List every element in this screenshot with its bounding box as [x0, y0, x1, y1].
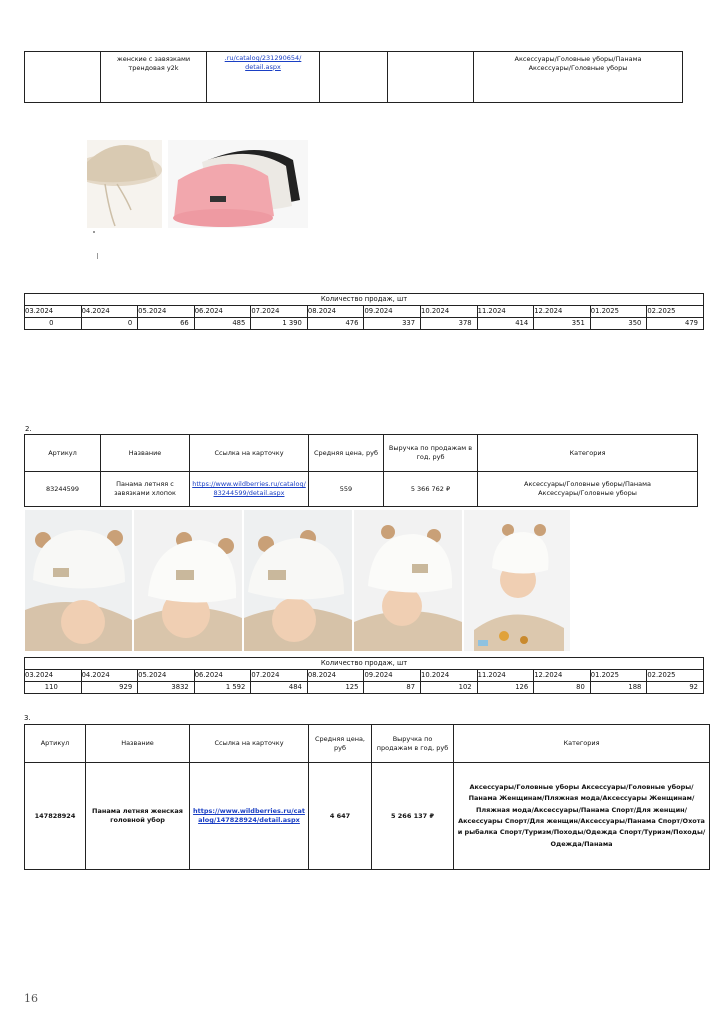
section-number-2: 2. [25, 425, 32, 433]
name-line-2: трендовая y2k [128, 63, 179, 72]
month-label: 04.2024 [81, 670, 138, 682]
sales-table-2 [24, 657, 704, 694]
sales-value: 484 [251, 682, 308, 694]
sales-value: 337 [364, 318, 421, 330]
sales-value: 1 592 [194, 682, 251, 694]
sales-value: 1 390 [251, 318, 308, 330]
product-link-cell [190, 472, 309, 507]
article-cell [25, 52, 101, 103]
header-name: Название [101, 435, 190, 472]
price-value: 4 647 [309, 763, 372, 870]
product-link[interactable]: https://www.wildberries.ru/catalog/83244599/detail.aspx [192, 480, 306, 497]
product-name-cell [101, 52, 207, 103]
month-label: 06.2024 [194, 306, 251, 318]
month-label: 03.2024 [25, 670, 82, 682]
category-line-2: Аксессуары/Головные уборы [538, 489, 637, 497]
sales-title: Количество продаж, шт [25, 294, 704, 306]
page-number: 16 [24, 992, 38, 1005]
month-label: 10.2024 [421, 306, 478, 318]
price-value: 559 [309, 472, 384, 507]
product-photo-pink-hats [168, 140, 308, 228]
month-label: 03.2024 [25, 306, 82, 318]
product-link[interactable]: https://www.wildberries.ru/catalog/147828924/detail.aspx [193, 807, 305, 824]
header-category: Категория [454, 725, 710, 763]
revenue-value: 5 266 137 ₽ [372, 763, 454, 870]
sales-value: 3832 [138, 682, 195, 694]
header-article: Артикул [25, 725, 86, 763]
product-photo-beige-hat [87, 140, 162, 228]
revenue-cell [388, 52, 474, 103]
sales-value: 0 [81, 318, 138, 330]
category-value: Аксессуары/Головные уборы Аксессуары/Головные уборы/Панама Женщинам/Пляжная мода/Аксессуары Женщинам/Пляжная мода/Аксессуары/Панама Спорт/Для женщин/Аксессуары Спорт/Для женщин/Аксессуары/Панама Спорт/Охота и рыбалка Спорт/Туризм/Походы/Одежда Спорт/Туризм/Походы/Одежда/Панама [454, 763, 710, 870]
product-photo-child-5 [464, 510, 570, 651]
month-label: 01.2025 [590, 306, 647, 318]
product-link-line-2[interactable]: detail.aspx [245, 62, 281, 71]
article-value: 147828924 [25, 763, 86, 870]
sales-value: 66 [138, 318, 195, 330]
month-label: 07.2024 [251, 306, 308, 318]
section-number-3: 3. [24, 714, 31, 722]
month-label: 04.2024 [81, 306, 138, 318]
sales-value: 351 [534, 318, 591, 330]
header-revenue: Выручка по продажам в год, руб [372, 725, 454, 763]
sales-value: 414 [477, 318, 534, 330]
header-revenue: Выручка по продажам в год, руб [384, 435, 478, 472]
product-name: Панама летняя с завязками хлопок [101, 472, 190, 507]
category-cell [474, 52, 683, 103]
header-link: Ссылка на карточку [190, 725, 309, 763]
name-line-1: женские с завязками [116, 55, 191, 63]
sales-value: 188 [590, 682, 647, 694]
month-label: 10.2024 [421, 670, 478, 682]
product-link-line-1[interactable]: .ru/catalog/231290654/ [224, 54, 302, 62]
product-photo-child-1 [25, 510, 132, 651]
category-value [478, 472, 698, 507]
product-photo-child-2 [134, 510, 242, 651]
header-link: Ссылка на карточку [190, 435, 309, 472]
sales-value: 80 [534, 682, 591, 694]
sales-value: 102 [421, 682, 478, 694]
month-label: 09.2024 [364, 306, 421, 318]
sales-value: 476 [307, 318, 364, 330]
category-line-1: Аксессуары/Головные уборы/Панама [524, 480, 651, 489]
sales-value: 110 [25, 682, 82, 694]
sales-value: 0 [25, 318, 82, 330]
header-price: Средняя цена, руб [309, 725, 372, 763]
sales-value: 92 [647, 682, 704, 694]
month-label: 06.2024 [194, 670, 251, 682]
image-caption-mark-2 [97, 253, 98, 259]
product-table-1-row [24, 51, 683, 103]
image-caption-mark [93, 231, 95, 233]
article-value: 83244599 [25, 472, 101, 507]
price-cell [320, 52, 388, 103]
product-link-cell [190, 763, 309, 870]
month-label: 09.2024 [364, 670, 421, 682]
link-cell [207, 52, 320, 103]
sales-value: 929 [81, 682, 138, 694]
sales-value: 87 [364, 682, 421, 694]
month-label: 02.2025 [647, 670, 704, 682]
sales-table-1 [24, 293, 704, 330]
product-table-2 [24, 434, 698, 507]
product-name: Панама летняя женская головной убор [86, 763, 190, 870]
month-label: 05.2024 [138, 670, 195, 682]
month-label: 05.2024 [138, 306, 195, 318]
revenue-value: 5 366 762 ₽ [384, 472, 478, 507]
header-price: Средняя цена, руб [309, 435, 384, 472]
sales-value: 350 [590, 318, 647, 330]
header-article: Артикул [25, 435, 101, 472]
month-label: 02.2025 [647, 306, 704, 318]
product-photo-child-3 [244, 510, 352, 651]
sales-value: 125 [307, 682, 364, 694]
sales-title: Количество продаж, шт [25, 658, 704, 670]
month-label: 07.2024 [251, 670, 308, 682]
month-label: 11.2024 [477, 670, 534, 682]
category-line-1: Аксессуары/Головные уборы/Панама [514, 55, 642, 63]
sales-value: 485 [194, 318, 251, 330]
product-photo-child-4 [354, 510, 462, 651]
sales-value: 126 [477, 682, 534, 694]
header-name: Название [86, 725, 190, 763]
category-line-2: Аксессуары/Головные уборы [528, 63, 628, 72]
sales-value: 378 [421, 318, 478, 330]
month-label: 12.2024 [534, 306, 591, 318]
sales-value: 479 [647, 318, 704, 330]
month-label: 08.2024 [307, 670, 364, 682]
header-category: Категория [478, 435, 698, 472]
month-label: 01.2025 [590, 670, 647, 682]
month-label: 08.2024 [307, 306, 364, 318]
month-label: 11.2024 [477, 306, 534, 318]
month-label: 12.2024 [534, 670, 591, 682]
product-table-3 [24, 724, 710, 870]
